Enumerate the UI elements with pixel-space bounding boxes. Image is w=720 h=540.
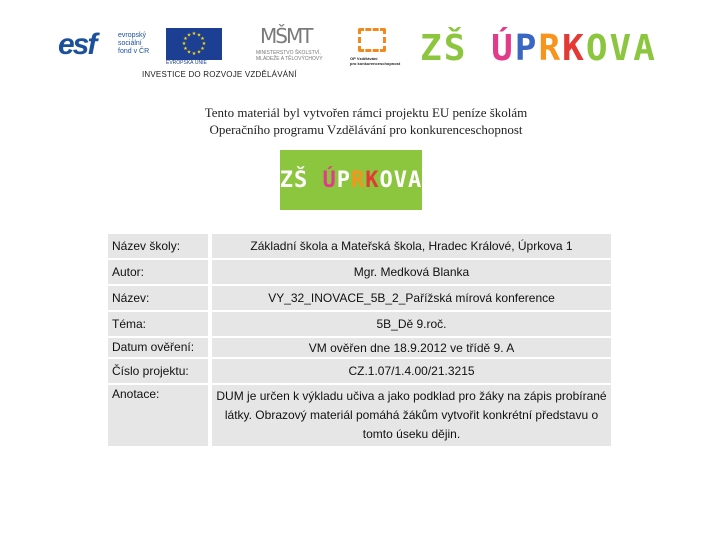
svg-text:★: ★ (196, 32, 202, 39)
logo-letter (308, 168, 322, 193)
esf-logo-mark: esf (58, 28, 96, 61)
intro-text (100, 104, 632, 138)
logo-letter: Z (279, 167, 294, 193)
logo-letter: Ú (491, 28, 515, 69)
svg-text:★: ★ (186, 32, 192, 39)
label-project: Číslo projektu: (108, 359, 212, 383)
school-logo-small (280, 168, 423, 193)
label-title: Název: (108, 286, 212, 310)
logo-letter: V (393, 167, 408, 193)
table-row (108, 338, 611, 357)
svg-text:★: ★ (183, 36, 188, 42)
table-row (108, 260, 611, 284)
svg-text:★: ★ (200, 36, 205, 42)
svg-text:★: ★ (183, 46, 188, 52)
value-topic: 5B_Dě 9.roč. (212, 312, 611, 336)
logo-letter: K (365, 167, 380, 193)
opvk-logo (350, 26, 410, 70)
school-logo-large (420, 28, 657, 69)
header-logo-strip (58, 24, 658, 84)
logo-letter: O (585, 28, 610, 69)
intro-line-1: Tento materiál byl vytvořen rámci projektu EU peníze školám (204, 105, 528, 120)
opvk-logo-text (350, 56, 420, 66)
logo-letter: P (514, 28, 539, 69)
eu-logo (166, 28, 222, 68)
logo-letter: P (336, 167, 351, 193)
label-annotation: Anotace: (108, 385, 212, 446)
value-project: CZ.1.07/1.4.00/21.3215 (212, 359, 611, 383)
svg-text:★: ★ (181, 41, 187, 47)
msmt-text-line: MLÁDEŽE A TĚLOVÝCHOVY (256, 56, 323, 62)
invest-tagline: INVESTICE DO ROZVOJE VZDĚLÁVÁNÍ (142, 70, 297, 79)
logo-letter (467, 28, 491, 69)
msmt-logo-mark: MŠMT (260, 24, 312, 48)
logo-letter: A (633, 28, 657, 69)
svg-text:★: ★ (200, 46, 205, 52)
msmt-logo-text (256, 50, 346, 62)
logo-letter: Š (443, 28, 468, 69)
opvk-text-line: OP Vzdělávání (350, 56, 378, 61)
value-annotation: DUM je určen k výkladu učiva a jako podklad pro žáky na zápis probírané látky. Obrazový materiál pomáhá žákům vytvořit konkrétní představu o tomto úseku dějin. (212, 385, 611, 446)
svg-text:★: ★ (196, 49, 202, 56)
esf-logo-text (118, 32, 164, 56)
info-table (108, 232, 611, 448)
school-logo-green-box (280, 150, 422, 210)
svg-text:★: ★ (201, 41, 207, 47)
svg-text:★: ★ (191, 31, 197, 37)
eu-flag-icon (166, 28, 222, 60)
label-school: Název školy: (108, 234, 212, 258)
table-row (108, 286, 611, 310)
msmt-text-line: MINISTERSTVO ŠKOLSTVÍ, (256, 50, 321, 56)
esf-text-line: fond v ČR (118, 48, 150, 55)
svg-text:★: ★ (186, 49, 192, 56)
table-row (108, 385, 611, 446)
value-school: Základní škola a Mateřská škola, Hradec Králové, Úprkova 1 (212, 234, 611, 258)
logo-letter: R (538, 28, 563, 69)
table-row (108, 234, 611, 258)
logo-letter: O (379, 167, 394, 193)
esf-logo (58, 24, 158, 64)
esf-text-line: evropský (118, 32, 147, 39)
svg-text:★: ★ (191, 51, 197, 57)
value-verified: VM ověřen dne 18.9.2012 ve třídě 9. A (212, 338, 611, 357)
logo-letter: V (609, 28, 634, 69)
value-title: VY_32_INOVACE_5B_2_Pařížská mírová konference (212, 286, 611, 310)
label-verified: Datum ověření: (108, 338, 212, 357)
label-author: Autor: (108, 260, 212, 284)
logo-letter: Š (294, 167, 309, 193)
table-row (108, 312, 611, 336)
value-author: Mgr. Medková Blanka (212, 260, 611, 284)
esf-text-line: sociální (118, 40, 142, 47)
logo-letter: A (408, 167, 423, 193)
opvk-square-icon (358, 28, 386, 52)
msmt-logo (256, 24, 336, 68)
opvk-text-line: pro konkurenceschopnost (350, 61, 401, 66)
table-row (108, 359, 611, 383)
intro-line-2: Operačního programu Vzdělávání pro konkurenceschopnost (209, 122, 523, 137)
logo-letter: R (351, 167, 366, 193)
label-topic: Téma: (108, 312, 212, 336)
logo-letter: Ú (322, 167, 337, 193)
eu-logo-text: EVROPSKÁ UNIE (166, 60, 207, 66)
logo-letter: Z (420, 28, 444, 69)
logo-letter: K (562, 28, 586, 69)
